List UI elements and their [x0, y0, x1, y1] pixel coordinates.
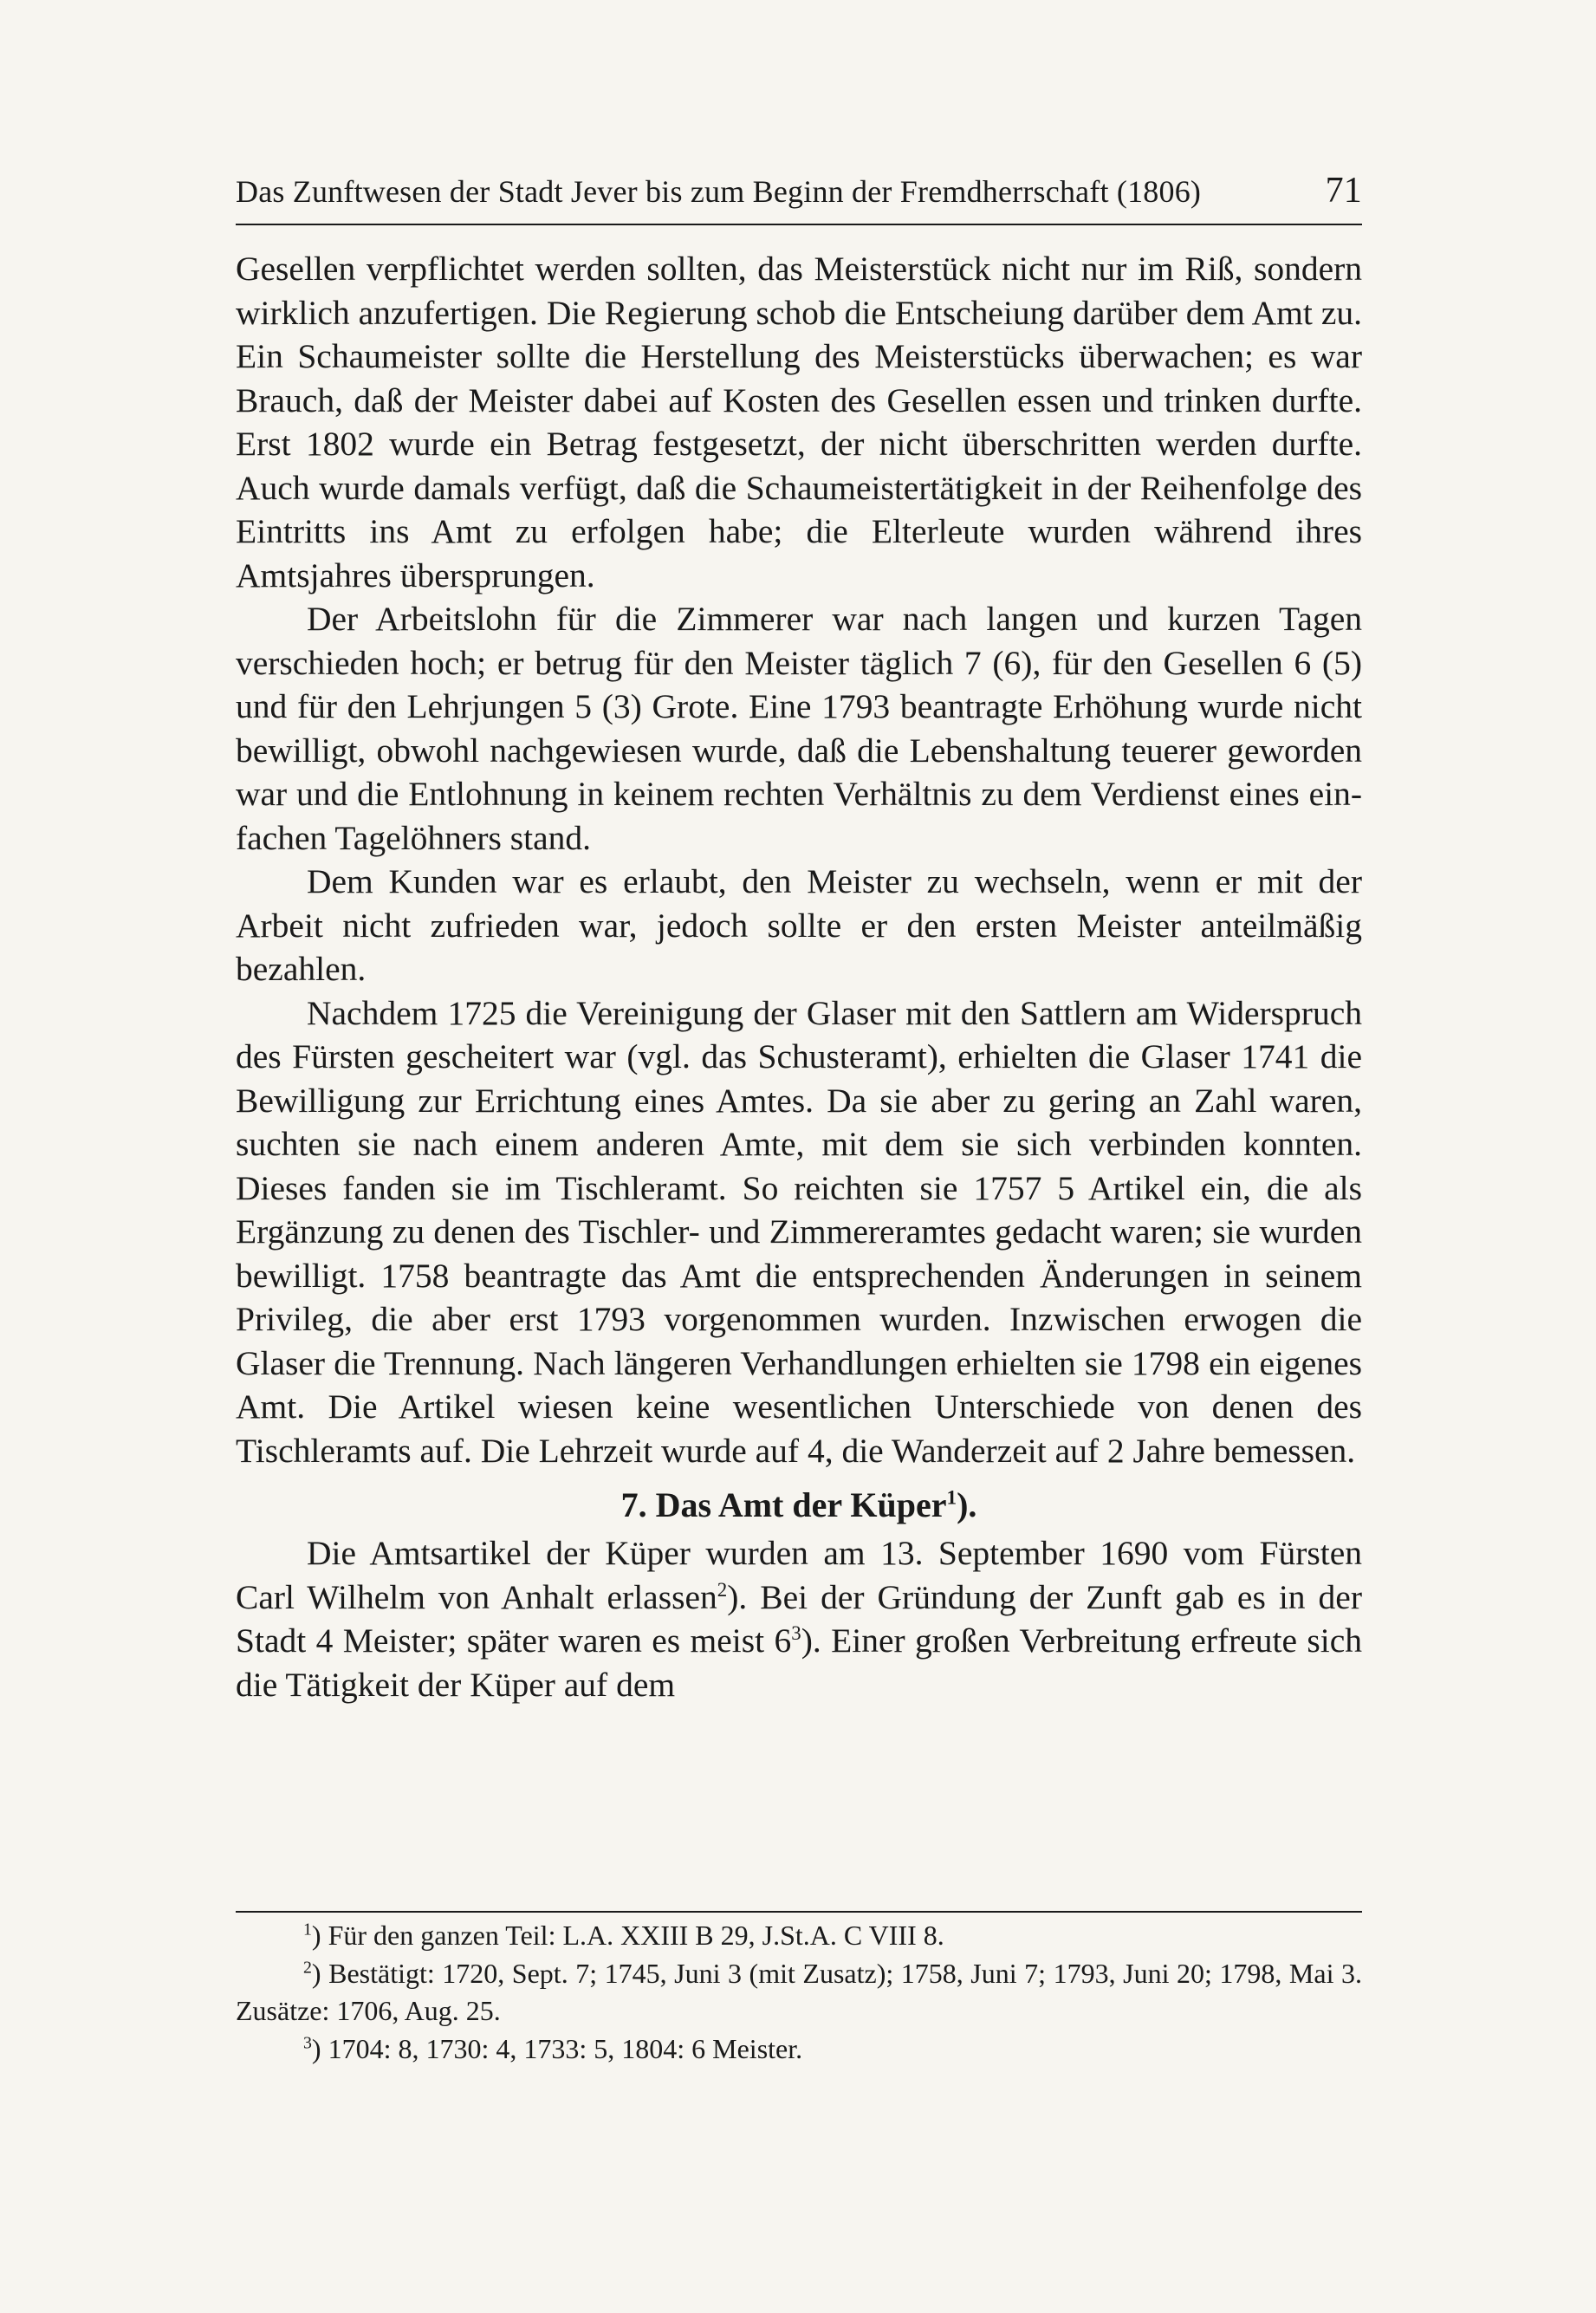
paragraph-wages: Der Arbeitslohn für die Zimmerer war nach langen und kurzen Tagen verschieden hoch; er betrug für den Meister täglich 7 (6), für den Gesellen 6 (5) und für den Lehrjungen 5 (3) Grote. Eine 1793 beantragte Erhöhung wurde nicht bewilligt, obwohl nachgewiesen wurde, daß die Lebenshaltung teuerer geworden war und die Entlohnung in keinem rechten Verhältnis zu dem Verdienst eines einfachen Tagelöhners stand.	[236, 600, 1362, 857]
footnote-text: ) 1704: 8, 1730: 4, 1733: 5, 1804: 6 Meister.	[311, 2032, 803, 2064]
paragraph-glaziers: Nachdem 1725 die Vereinigung der Glaser mit den Sattlern am Widerspruch des Fürsten gescheitert war (vgl. das Schusteramt), erhielten die Glaser 1741 die Bewilligung zur Errichtung eines Amtes. Da sie aber zu gering an Zahl waren, suchten sie nach einem anderen Amte, mit dem sie sich verbinden konnten. Dieses fanden sie im Tischleramt. So reichten sie 1757 5 Artikel ein, die als Ergänzung zu denen des Tischler- und Zimmereramtes gedacht waren; sie wurden bewilligt. 1758 beantragte das Amt die entsprechenden Änderungen in seinem Privileg, die aber erst 1793 vorgenommen wurden. Inzwischen erwogen die Glaser die Trennung. Nach längeren Verhandlungen erhielten sie 1798 ein eigenes Amt. Die Artikel wiesen keine wesentlichen Unterschiede von denen des Tischleramts auf. Die Lehrzeit wurde auf 4, die Wanderzeit auf 2 Jahre bemessen.	[236, 993, 1362, 1470]
footnote-text: ) Für den ganzen Teil: L.A. XXIII B 29, J.St.A. C VIII 8.	[311, 1920, 944, 1951]
paragraph-coopers-part-b: ). Bei der Gründung der Zunft gab es in der Stadt 4 Meister; später waren es meist 6	[236, 1577, 1362, 1660]
main-text	[236, 247, 1362, 1706]
footnotes	[236, 1917, 1362, 2068]
footnote-mark: 3	[303, 2032, 312, 2052]
section-heading-end: ).	[957, 1485, 977, 1524]
running-title: Das Zunftwesen der Stadt Jever bis zum Beginn der Fremdherrschaft (1806)	[236, 174, 1202, 209]
footnote-ref-2[interactable]: 2	[717, 1578, 728, 1601]
paragraph-customer: Dem Kunden war es erlaubt, den Meister zu wechseln, wenn er mit der Arbeit nicht zufrieden war, jedoch sollte er den ersten Meister anteilmäßig bezahlen.	[236, 862, 1362, 988]
footnote-text: ) Bestätigt: 1720, Sept. 7; 1745, Juni 3 (mit Zusatz); 1758, Juni 7; 1793, Juni 20; 1798, Mai 3. Zusätze: 1706, Aug. 25.	[236, 1957, 1362, 2026]
section-heading	[236, 1472, 1362, 1531]
section-heading-text: 7. Das Amt der Küper	[620, 1485, 947, 1524]
header-rule	[236, 224, 1362, 225]
page-number: 71	[1325, 171, 1362, 211]
footnote-ref-3[interactable]: 3	[791, 1621, 801, 1644]
footnote-2	[236, 1955, 1362, 2030]
paragraph-continued: Gesellen verpflichtet werden sollten, das Meisterstück nicht nur im Riß, sondern wirklich anzufertigen. Die Regierung schob die Entscheiung darüber dem Amt zu. Ein Schaumeister sollte die Herstellung des Meisterstücks überwachen; es war Brauch, daß der Meister dabei auf Kosten des Gesellen essen und trinken durfte. Erst 1802 wurde ein Betrag festgesetzt, der nicht überschritten werden durfte. Auch wurde damals verfügt, daß die Schaumeistertätigkeit in der Reihenfolge des Eintritts ins Amt zu erfolgen habe; die Elterleute wurden während ihres Amtsjahres übersprungen.	[236, 250, 1362, 594]
footnote-3	[236, 2030, 1362, 2069]
footnote-1	[236, 1917, 1362, 1955]
footnote-mark: 2	[303, 1957, 312, 1977]
running-header	[236, 170, 1362, 211]
footnote-ref-1[interactable]: 1	[946, 1486, 957, 1510]
paragraph-coopers-part-c: ). Einer großen Verbreitung erfreute sich die Tätigkeit der Küper auf dem	[236, 1621, 1362, 1704]
footnote-mark: 1	[303, 1920, 312, 1939]
paragraph-coopers-part-a: Die Amtsartikel der Küper wurden am 13. September 1690 vom Fürsten Carl Wilhelm von Anhalt erlassen	[236, 1534, 1362, 1616]
footnote-rule	[236, 1911, 1362, 1913]
paragraph-coopers	[236, 1531, 1362, 1706]
